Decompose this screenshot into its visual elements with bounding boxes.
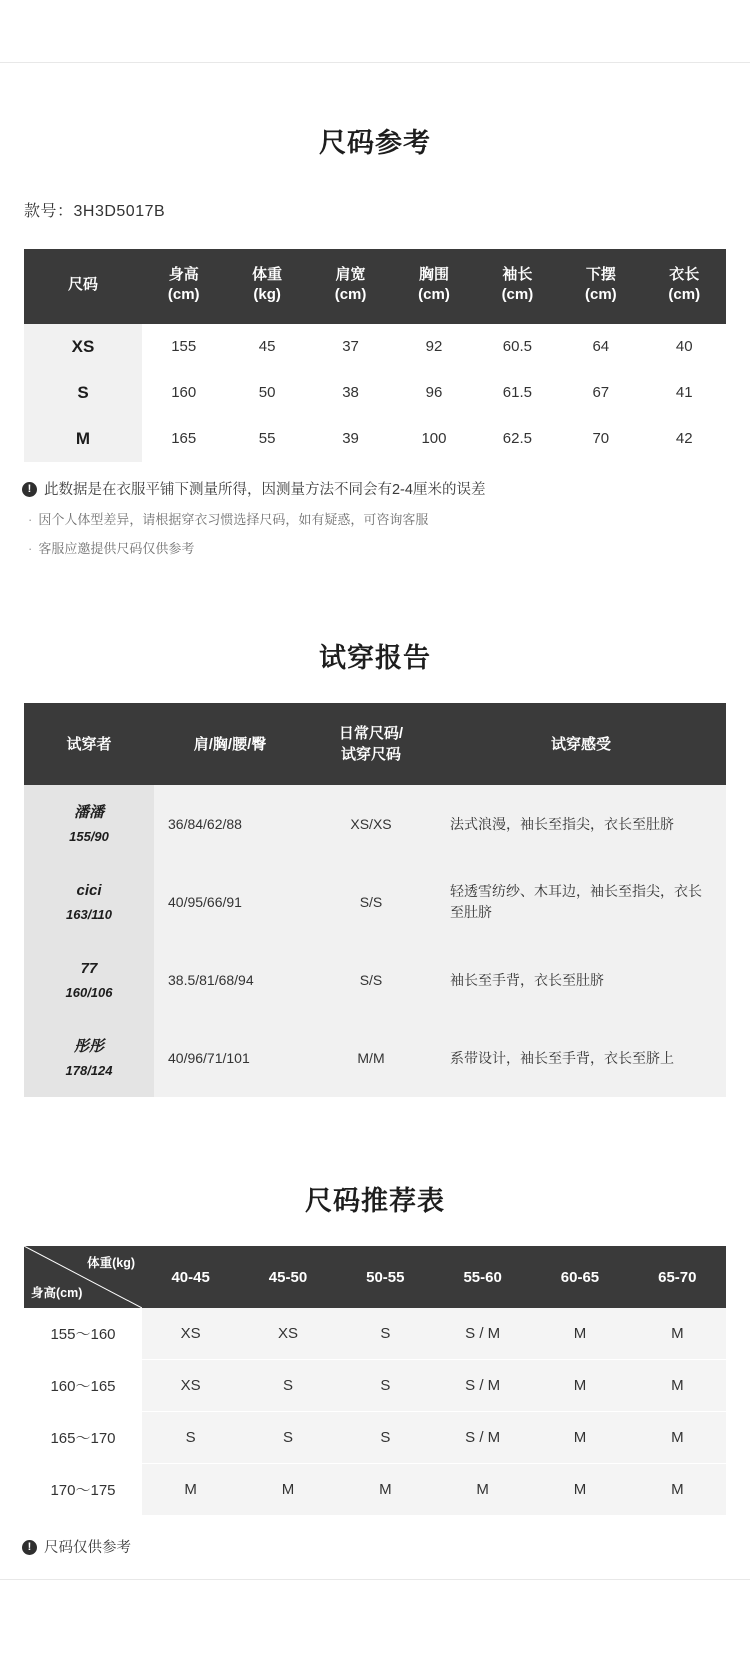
tester-cell — [24, 863, 154, 941]
col-size: 尺码 — [24, 249, 142, 324]
table-row — [24, 1019, 726, 1097]
size-reference-table — [24, 249, 726, 462]
size-label-cell: XS — [24, 324, 142, 370]
recommended-size-cell: S / M — [434, 1360, 531, 1412]
fit-report-body — [24, 785, 726, 1097]
size-reference-table-wrap — [0, 249, 750, 462]
measurement-note-text: 此数据是在衣服平铺下测量所得，因测量方法不同会有2-4厘米的误差 — [44, 481, 486, 498]
col-bust-line2: (cm) — [418, 286, 450, 304]
weight-range-header: 40-45 — [142, 1246, 239, 1308]
recommended-size-cell: M — [629, 1464, 726, 1516]
measure-cell: 100 — [392, 416, 475, 462]
final-note — [22, 1536, 750, 1557]
col-height — [142, 249, 225, 324]
table-header-row — [24, 249, 726, 324]
weight-axis-label: 体重(kg) — [87, 1256, 135, 1271]
bottom-divider — [0, 1579, 750, 1580]
height-range-cell: 170～175 — [24, 1464, 142, 1516]
measure-cell: 155 — [142, 324, 225, 370]
col-bust — [392, 249, 475, 324]
fit-report-head — [24, 703, 726, 785]
tester-name: 潘潘 — [73, 804, 104, 822]
measurement-note — [22, 480, 750, 502]
col-measurements: 肩/胸/腰/臀 — [154, 703, 306, 785]
corner-box — [24, 1246, 142, 1308]
recommended-size-cell: M — [531, 1412, 628, 1464]
col-shoulder-line2: (cm) — [334, 286, 367, 304]
table-row — [24, 1412, 726, 1464]
final-note-text: 尺码仅供参考 — [44, 1540, 131, 1557]
tester-measurements: 40/95/66/91 — [154, 863, 306, 941]
measure-cell: 41 — [643, 370, 726, 416]
measure-cell: 60.5 — [476, 324, 559, 370]
tester-name: 彤彤 — [73, 1038, 104, 1056]
recommended-size-cell: S — [142, 1412, 239, 1464]
weight-range-header: 65-70 — [629, 1246, 726, 1308]
col-sizes-line2: 试穿尺码 — [340, 746, 401, 764]
weight-range-header: 45-50 — [239, 1246, 336, 1308]
height-axis-label: 身高(cm) — [31, 1286, 83, 1301]
tester-measurements: 36/84/62/88 — [154, 785, 306, 863]
col-sleeve-line1: 袖长 — [502, 266, 533, 283]
top-divider — [0, 62, 750, 63]
measure-cell: 92 — [392, 324, 475, 370]
size-label-cell: M — [24, 416, 142, 462]
measure-cell: 64 — [559, 324, 642, 370]
col-hem-line2: (cm) — [584, 286, 617, 304]
col-sleeve — [476, 249, 559, 324]
measure-cell: 50 — [225, 370, 308, 416]
measure-cell: 61.5 — [476, 370, 559, 416]
tester-measurements: 38.5/81/68/94 — [154, 941, 306, 1019]
size-recommend-head — [24, 1246, 726, 1308]
table-row — [24, 370, 726, 416]
height-range-cell: 155～160 — [24, 1308, 142, 1360]
table-row — [24, 1360, 726, 1412]
measure-cell: 62.5 — [476, 416, 559, 462]
recommended-size-cell: M — [629, 1360, 726, 1412]
measure-cell: 70 — [559, 416, 642, 462]
recommended-size-cell: M — [531, 1464, 628, 1516]
col-weight — [225, 249, 308, 324]
col-length — [643, 249, 726, 324]
measure-cell: 40 — [643, 324, 726, 370]
recommended-size-cell: M — [239, 1464, 336, 1516]
recommended-size-cell: S / M — [434, 1308, 531, 1360]
recommended-size-cell: S / M — [434, 1412, 531, 1464]
table-row — [24, 416, 726, 462]
measure-cell: 165 — [142, 416, 225, 462]
size-reference-head — [24, 249, 726, 324]
table-header-row — [24, 1246, 726, 1308]
tester-feedback: 袖长至手背，衣长至肚脐 — [436, 941, 726, 1019]
recommended-size-cell: M — [531, 1360, 628, 1412]
measure-cell: 55 — [225, 416, 308, 462]
col-length-line1: 衣长 — [669, 266, 700, 283]
recommended-size-cell: S — [239, 1360, 336, 1412]
tester-stats: 155/90 — [69, 828, 109, 844]
recommended-size-cell: XS — [239, 1308, 336, 1360]
recommended-size-cell: M — [629, 1308, 726, 1360]
measure-cell: 67 — [559, 370, 642, 416]
size-recommend-body — [24, 1308, 726, 1516]
size-recommend-table-wrap — [0, 1246, 750, 1516]
recommended-size-cell: M — [337, 1464, 434, 1516]
measure-cell: 39 — [309, 416, 392, 462]
size-note-1: · 因个人体型差异，请根据穿衣习惯选择尺码，如有疑惑，可咨询客服 — [22, 510, 750, 530]
table-row — [24, 863, 726, 941]
size-reference-notes — [22, 480, 750, 559]
style-number: 款号：3H3D5017B — [24, 203, 166, 220]
tester-feedback: 系带设计，袖长至手背，衣长至脐上 — [436, 1019, 726, 1097]
size-guide-page — [0, 62, 750, 1580]
col-tester: 试穿者 — [24, 703, 154, 785]
col-bust-line1: 胸围 — [418, 266, 449, 283]
size-note-2: · 客服应邀提供尺码仅供参考 — [22, 539, 750, 559]
table-row — [24, 941, 726, 1019]
tester-stats: 160/106 — [65, 984, 113, 1000]
tester-name: cici — [76, 882, 102, 900]
warning-icon: ! — [22, 482, 37, 497]
axis-corner-cell — [24, 1246, 142, 1308]
tester-sizes: S/S — [306, 863, 436, 941]
tester-feedback: 法式浪漫，袖长至指尖，衣长至肚脐 — [436, 785, 726, 863]
weight-range-header: 50-55 — [337, 1246, 434, 1308]
table-header-row — [24, 703, 726, 785]
table-row — [24, 324, 726, 370]
tester-stats: 178/124 — [65, 1062, 113, 1078]
col-sizes — [306, 703, 436, 785]
recommended-size-cell: XS — [142, 1308, 239, 1360]
col-weight-line2: (kg) — [253, 286, 281, 304]
recommended-size-cell: M — [531, 1308, 628, 1360]
size-recommend-table — [24, 1246, 726, 1516]
col-weight-line1: 体重 — [252, 266, 283, 283]
col-shoulder-line1: 肩宽 — [335, 266, 366, 283]
table-row — [24, 1308, 726, 1360]
warning-icon: ! — [22, 1540, 37, 1555]
fit-report-table-wrap — [0, 703, 750, 1097]
weight-range-header: 55-60 — [434, 1246, 531, 1308]
tester-feedback: 轻透雪纺纱、木耳边，袖长至指尖，衣长至肚脐 — [436, 863, 726, 941]
fit-report-table — [24, 703, 726, 1097]
tester-sizes: M/M — [306, 1019, 436, 1097]
size-label-cell: S — [24, 370, 142, 416]
recommended-size-cell: S — [337, 1308, 434, 1360]
table-row — [24, 1464, 726, 1516]
recommended-size-cell: S — [337, 1360, 434, 1412]
tester-sizes: S/S — [306, 941, 436, 1019]
measure-cell: 38 — [309, 370, 392, 416]
recommended-size-cell: S — [337, 1412, 434, 1464]
measure-cell: 96 — [392, 370, 475, 416]
col-shoulder — [309, 249, 392, 324]
tester-sizes: XS/XS — [306, 785, 436, 863]
tester-cell — [24, 941, 154, 1019]
col-hem — [559, 249, 642, 324]
col-feeling: 试穿感受 — [436, 703, 726, 785]
measure-cell: 45 — [225, 324, 308, 370]
tester-stats: 163/110 — [65, 906, 113, 922]
fit-report-title: 试穿报告 — [319, 643, 431, 674]
col-sizes-line1: 日常尺码/ — [338, 725, 404, 743]
col-height-line2: (cm) — [167, 286, 200, 304]
col-sleeve-line2: (cm) — [501, 286, 534, 304]
measure-cell: 42 — [643, 416, 726, 462]
height-range-cell: 165～170 — [24, 1412, 142, 1464]
height-range-cell: 160～165 — [24, 1360, 142, 1412]
measure-cell: 160 — [142, 370, 225, 416]
tester-cell — [24, 785, 154, 863]
recommended-size-cell: S — [239, 1412, 336, 1464]
recommended-size-cell: XS — [142, 1360, 239, 1412]
tester-name: 77 — [80, 960, 98, 978]
recommended-size-cell: M — [629, 1412, 726, 1464]
col-hem-line1: 下摆 — [585, 266, 616, 283]
col-length-line2: (cm) — [668, 286, 701, 304]
size-recommend-title: 尺码推荐表 — [305, 1186, 445, 1217]
tester-cell — [24, 1019, 154, 1097]
col-height-line1: 身高 — [168, 266, 199, 283]
table-row — [24, 785, 726, 863]
size-reference-title: 尺码参考 — [319, 128, 431, 158]
size-reference-body — [24, 324, 726, 462]
recommended-size-cell: M — [142, 1464, 239, 1516]
measure-cell: 37 — [309, 324, 392, 370]
tester-measurements: 40/96/71/101 — [154, 1019, 306, 1097]
weight-range-header: 60-65 — [531, 1246, 628, 1308]
recommended-size-cell: M — [434, 1464, 531, 1516]
